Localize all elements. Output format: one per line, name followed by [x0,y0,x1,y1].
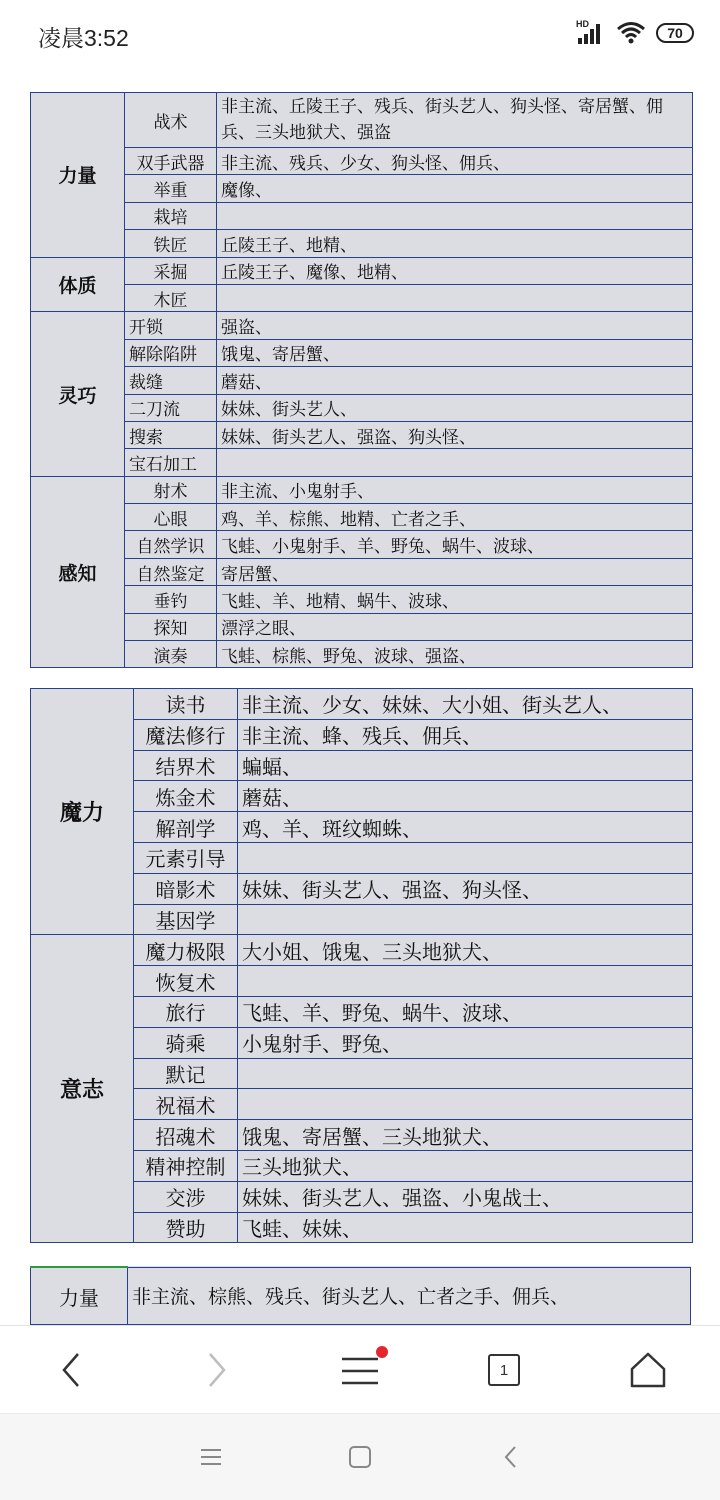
values-cell: 蘑菇、 [238,781,693,812]
nav-home-button[interactable] [320,1414,400,1500]
skill-cell: 栽培 [125,202,217,229]
attribute-skill-table-1 [30,92,693,668]
browser-toolbar [0,1325,720,1414]
values-cell [238,1089,693,1120]
menu-button[interactable] [315,1326,405,1414]
values-cell: 大小姐、饿鬼、三头地狱犬、 [238,935,693,966]
system-nav-bar [0,1413,720,1500]
skill-cell: 结界术 [134,750,238,781]
square-icon [348,1445,372,1469]
skill-cell: 招魂术 [134,1120,238,1151]
values-cell: 强盗、 [217,312,693,339]
table-row [31,641,693,668]
values-cell: 妹妹、街头艺人、强盗、狗头怪、 [238,873,693,904]
table-row [31,148,693,175]
battery-icon: 70 [656,23,694,43]
skill-cell: 射术 [125,476,217,503]
values-cell: 小鬼射手、野兔、 [238,1027,693,1058]
skill-cell: 魔法修行 [134,719,238,750]
skill-cell: 双手武器 [125,148,217,175]
attribute-cell: 感知 [31,476,125,668]
table-row [31,394,693,421]
hd-label: HD [576,19,589,29]
attribute-cell: 灵巧 [31,312,125,476]
skill-cell: 旅行 [134,996,238,1027]
skill-cell: 炼金术 [134,781,238,812]
status-bar [0,0,720,70]
values-cell: 丘陵王子、魔像、地精、 [217,257,693,284]
skill-cell: 解剖学 [134,812,238,843]
values-cell: 漂浮之眼、 [217,613,693,640]
skill-cell: 铁匠 [125,230,217,257]
table-row [31,421,693,448]
values-cell: 飞蛙、羊、地精、蜗牛、波球、 [217,586,693,613]
forward-button[interactable] [171,1326,261,1414]
skill-cell: 战术 [125,93,217,148]
skill-cell: 自然鉴定 [125,558,217,585]
tabs-count-icon [488,1354,520,1386]
skill-cell: 宝石加工 [125,449,217,476]
table-row [31,367,693,394]
table-row [31,613,693,640]
skill-cell: 精神控制 [134,1150,238,1181]
table-row [31,689,693,720]
skill-cell: 祝福术 [134,1089,238,1120]
skill-cell: 解除陷阱 [125,339,217,366]
values-cell [238,966,693,997]
back-button[interactable] [27,1326,117,1414]
values-cell: 鸡、羊、斑纹蜘蛛、 [238,812,693,843]
back-icon [60,1350,84,1390]
table-row [31,93,693,148]
attribute-skill-table-3 [30,1266,691,1325]
table-row [31,257,693,284]
values-cell: 非主流、丘陵王子、残兵、街头艺人、狗头怪、寄居蟹、佣兵、三头地狱犬、强盗 [217,93,693,148]
table-row [31,1267,691,1325]
values-cell: 飞蛙、羊、野兔、蜗牛、波球、 [238,996,693,1027]
skill-cell: 自然学识 [125,531,217,558]
values-cell [238,1058,693,1089]
skill-cell: 暗影术 [134,873,238,904]
values-cell: 飞蛙、妹妹、 [238,1212,693,1243]
values-cell: 蘑菇、 [217,367,693,394]
back-icon [501,1444,521,1470]
skill-cell: 搜索 [125,421,217,448]
table-row [31,935,693,966]
menu-icon [332,1345,388,1395]
home-button[interactable] [603,1326,693,1414]
values-cell: 蝙蝠、 [238,750,693,781]
skill-cell: 魔力极限 [134,935,238,966]
table-row [31,230,693,257]
values-cell: 飞蛙、棕熊、野兔、波球、强盗、 [217,641,693,668]
values-cell: 饿鬼、寄居蟹、三头地狱犬、 [238,1120,693,1151]
table-row [31,202,693,229]
attribute-skill-table-2 [30,688,693,1243]
skill-cell: 赞助 [134,1212,238,1243]
system-icons [576,20,694,46]
skill-cell: 二刀流 [125,394,217,421]
wifi-icon [616,21,646,45]
values-cell [238,904,693,935]
values-cell: 非主流、蜂、残兵、佣兵、 [238,719,693,750]
skill-cell: 基因学 [134,904,238,935]
values-cell: 妹妹、街头艺人、强盗、狗头怪、 [217,421,693,448]
table-row [31,339,693,366]
values-cell: 饿鬼、寄居蟹、 [217,339,693,366]
tabs-count: 1 [499,1361,509,1379]
skill-cell: 裁缝 [125,367,217,394]
skill-cell: 演奏 [125,641,217,668]
table-row [31,449,693,476]
table-row [31,175,693,202]
table-row [31,284,693,311]
skill-cell: 探知 [125,613,217,640]
signal-icon [576,20,606,46]
skill-cell: 读书 [134,689,238,720]
skill-cell: 交涉 [134,1181,238,1212]
skill-cell: 心眼 [125,504,217,531]
attribute-cell: 魔力 [31,689,134,935]
skill-cell: 垂钓 [125,586,217,613]
values-cell: 丘陵王子、地精、 [217,230,693,257]
values-cell: 非主流、少女、妹妹、大小姐、街头艺人、 [238,689,693,720]
values-cell [217,284,693,311]
values-cell: 寄居蟹、 [217,558,693,585]
values-cell: 妹妹、街头艺人、强盗、小鬼战士、 [238,1181,693,1212]
skill-cell: 木匠 [125,284,217,311]
tabs-button[interactable] [459,1326,549,1414]
values-cell [217,449,693,476]
attribute-cell: 力量 [31,1267,128,1325]
skill-cell: 开锁 [125,312,217,339]
recents-icon [199,1447,223,1467]
table-row [31,531,693,558]
forward-icon [204,1350,228,1390]
table-row [31,558,693,585]
values-cell [217,202,693,229]
status-time: 凌晨3:52 [38,25,129,51]
values-cell: 飞蛙、小鬼射手、羊、野兔、蜗牛、波球、 [217,531,693,558]
skill-cell: 采掘 [125,257,217,284]
skill-cell: 默记 [134,1058,238,1089]
values-cell: 三头地狱犬、 [238,1150,693,1181]
attribute-cell: 力量 [31,93,125,258]
nav-back-button[interactable] [471,1414,551,1500]
values-cell: 非主流、残兵、少女、狗头怪、佣兵、 [217,148,693,175]
home-icon [628,1350,668,1390]
table-row [31,312,693,339]
table-row [31,476,693,503]
skill-cell: 举重 [125,175,217,202]
values-cell: 鸡、羊、棕熊、地精、亡者之手、 [217,504,693,531]
table-row [31,586,693,613]
notification-dot [376,1346,388,1358]
values-cell: 非主流、棕熊、残兵、街头艺人、亡者之手、佣兵、 [128,1267,691,1325]
table-row [31,504,693,531]
values-cell: 妹妹、街头艺人、 [217,394,693,421]
recents-button[interactable] [171,1414,251,1500]
attribute-cell: 体质 [31,257,125,312]
skill-cell: 恢复术 [134,966,238,997]
attribute-cell: 意志 [31,935,134,1243]
values-cell: 魔像、 [217,175,693,202]
skill-cell: 元素引导 [134,842,238,873]
values-cell [238,842,693,873]
values-cell: 非主流、小鬼射手、 [217,476,693,503]
skill-cell: 骑乘 [134,1027,238,1058]
